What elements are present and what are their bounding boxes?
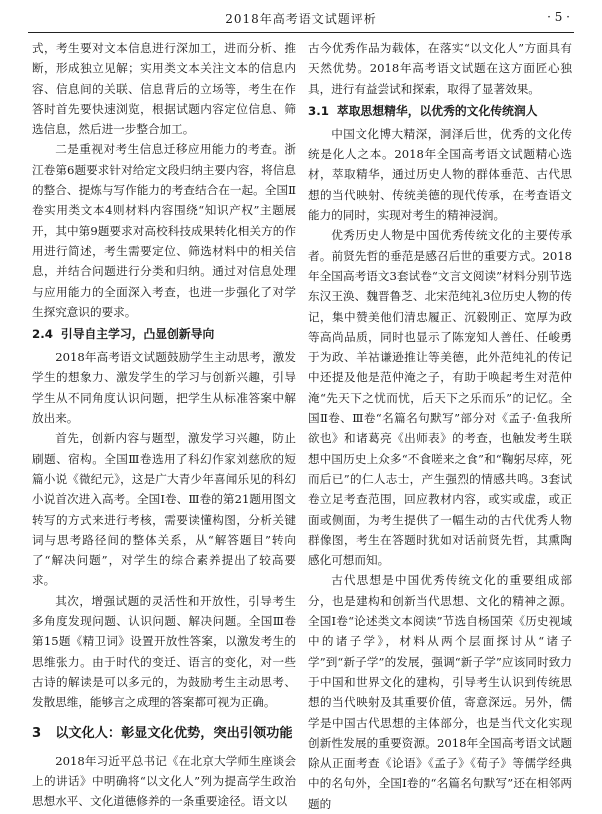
section-heading-3-1 bbox=[308, 101, 572, 122]
left-column bbox=[32, 38, 296, 811]
paragraph: 其次，增强试题的灵活性和开放性，引导考生多角度发现问题、认识问题、解决问题。全国Ⅲ卷第15题《精卫词》设置开放性答案，以激发考生的思维张力。由于时代的变迁、语言的变化，对一些古诗的解读是可以多元的，为鼓励考生主动思考、发散思维，能够言之成理的答案都可视为正确。 bbox=[32, 593, 296, 710]
paragraph: 二是重视对考生信息迁移应用能力的考查。浙江卷第6题要求针对给定文段归纳主要内容，将信息的整合、提炼与写作能力的考查结合在一起。全国Ⅱ卷实用类文本4则材料内容围绕“知识产权”主题展开，其中第9题要求对高校科技成果转化相关方的作用进行简述，考生需要定位、筛选材料中的相关信息，并结合问题进行分类和归纳。通过对信息处理与应用能力的全面深入考查，也进一步强化了对学生探究意识的要求。 bbox=[32, 142, 296, 319]
section-title: 引导自主学习，凸显创新导向 bbox=[60, 327, 215, 342]
section-heading-2-4 bbox=[32, 324, 296, 345]
paragraph: 优秀历史人物是中国优秀传统文化的主要传承者。前贤先哲的垂范是感召后世的重要方式。2018年全国高考语文3套试卷“文言文阅读”材料分别节选东汉王涣、魏晋鲁芝、北宋范纯礼3位历史人物的传记，集中赞美他们清忠履正、沉毅刚正、宽厚为政等高尚品质，同时也显示了陈宠知人善任、任峻勇于为政、羊祜谦逊推让等美德，此外范纯礼的传记中还提及他是范仲淹之子，有助于唤起考生对范仲淹“先天下之忧而忧，后天下之乐而乐”的记忆。全国Ⅱ卷、Ⅲ卷“名篇名句默写”部分对《孟子·鱼我所欲也》和诸葛亮《出师表》的考查，也触发考生联想中国历史上众多“不食嗟来之食”和“鞠躬尽瘁，死而后已”的仁人志士，产生强烈的情感共鸣。3套试卷立足考查范围，回应教材内容，或实或虚，或正面或侧面，为考生提供了一幅生动的古代优秀人物群像图，考生在答题时犹如对话前贤先哲，其熏陶感化可想而知。 bbox=[308, 228, 572, 568]
paragraph: 中国文化博大精深，洞泽后世，优秀的文化传统是化人之本。2018年全国高考语文试题精心选材，萃取精华，通过历史人物的群体垂范、古代思想的当代映射、传统美德的现代传承，在考查语文能力的同时，实现对考生的精神浸润。 bbox=[308, 126, 572, 223]
section-number: 3 bbox=[32, 725, 42, 741]
paragraph: 式，考生要对文本信息进行深加工，进而分析、推断，形成独立见解；实用类文本关注文本的信息内容、信息间的关联、信息背后的立场等，考生在作答时首先要快速浏览，根据试题内容定位信息、筛选信息，然后进一步整合加工。 bbox=[32, 41, 296, 137]
section-title: 萃取思想精华，以优秀的文化传统润人 bbox=[336, 103, 538, 118]
section-heading-3 bbox=[32, 723, 296, 745]
paragraph: 2018年习近平总书记《在北京大学师生座谈会上的讲话》中明确将“以文化人”列为提高学生政治思想水平、文化道德修养的一条重要途径。语文以 bbox=[32, 753, 296, 809]
paragraph: 2018年高考语文试题鼓励学生主动思考，激发学生的想象力、激发学生的学习与创新兴趣，引导学生从不同角度认识问题，把学生从标准答案中解放出来。 bbox=[32, 350, 296, 426]
paragraph: 古代思想是中国优秀传统文化的重要组成部分，也是建构和创新当代思想、文化的精神之源。全国Ⅰ卷“论述类文本阅读”节选自杨国荣《历史视域中的诸子学》，材料从两个层面探讨从“诸子学”到“新子学”的发展，强调“新子学”应该同时致力于中国和世界文化的建构，引导考生认识到传统思想的当代映射及其重要价值，寄意深远。另外，儒学是中国古代思想的主体部分，也是当代文化实现创新性发展的重要资源。2018年全国高考语文试题除从正面考查《论语》《孟子》《荀子》等儒学经典中的名句外，全国Ⅰ卷的“名篇名句默写”还在相邻两题的 bbox=[308, 573, 572, 811]
right-column bbox=[308, 38, 572, 814]
section-title: 以文化人：彰显文化优势，突出引领功能 bbox=[55, 725, 293, 741]
page-number: · 5 · bbox=[547, 10, 570, 24]
paragraph: 首先，创新内容与题型，激发学习兴趣，防止刷题、宿构。全国Ⅲ卷选用了科幻作家刘慈欣的短篇小说《微纪元》，这是广大青少年喜闻乐见的科幻小说首次进入高考。全国Ⅰ卷、Ⅲ卷的第21题用图文转写的方式来进行考核，需要读懂构图，分析关键词与思考路径间的整体关系，从“解答题目”转向了“解决问题”，对学生的综合素养提出了较高要求。 bbox=[32, 431, 296, 588]
running-header bbox=[28, 6, 574, 33]
section-number: 2.4 bbox=[32, 327, 53, 342]
paragraph: 古今优秀作品为载体，在落实“以文化人”方面具有天然优势。2018年高考语文试题在这方面匠心独具，进行有益尝试和探索，取得了显著效果。 bbox=[308, 41, 572, 96]
section-number: 3.1 bbox=[308, 103, 329, 118]
journal-title: 2018年高考语文试题评析 bbox=[225, 12, 377, 26]
